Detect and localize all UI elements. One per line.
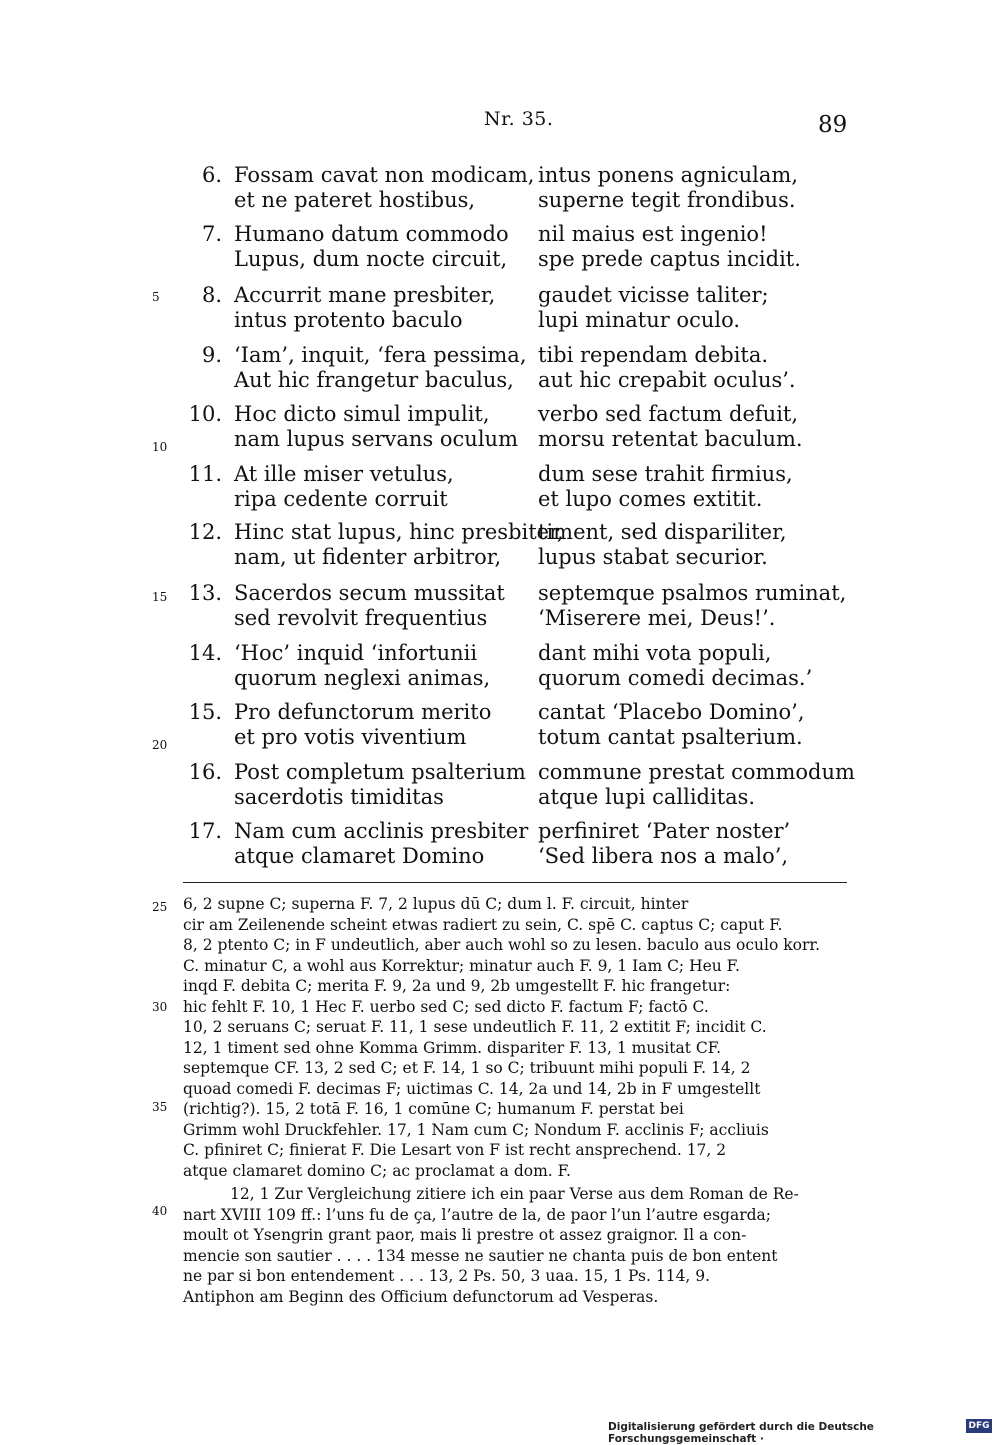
- line-number: 20: [152, 738, 168, 752]
- footnote-line-number: 35: [152, 1100, 168, 1114]
- stanza-number: 16.: [188, 760, 222, 784]
- apparatus-line: inqd F. debita C; merita F. 9, 2a und 9, 2b umgestellt F. hic frangetur:: [183, 977, 731, 995]
- apparatus-line: quoad comedi F. decimas F; uictimas C. 14, 2a und 14, 2b in F umgestellt: [183, 1079, 761, 1098]
- verse-left: ripa cedente corruit: [234, 487, 448, 511]
- verse-left: Fossam cavat non modicam,: [234, 163, 535, 187]
- verse-right: septemque psalmos ruminat,: [538, 581, 847, 605]
- verse-left: At ille miser vetulus,: [234, 462, 454, 486]
- dfg-logo-icon: DFG: [966, 1419, 992, 1433]
- verse-right: ‘Miserere mei, Deus!’.: [538, 606, 776, 630]
- line-number: 10: [152, 440, 168, 454]
- running-header: Nr. 35.: [484, 108, 554, 130]
- apparatus-line: 6, 2 supne C; superna F. 7, 2 lupus dū C; dum l. F. circuit, hinter: [183, 895, 689, 913]
- apparatus-line: (richtig?). 15, 2 totā F. 16, 1 comūne C; humanum F. perstat bei: [183, 1100, 684, 1118]
- verse-left: intus protento baculo: [234, 308, 463, 332]
- verse-left: Lupus, dum nocte circuit,: [234, 247, 508, 271]
- apparatus-line: cir am Zeilenende scheint etwas radiert zu sein, C. spē C. captus C; caput F.: [183, 915, 783, 934]
- verse-right: totum cantat psalterium.: [538, 725, 803, 749]
- stanza-number: 10.: [188, 402, 222, 426]
- verse-right: perfiniret ‘Pater noster’: [538, 819, 791, 843]
- apparatus-line: 10, 2 seruans C; seruat F. 11, 1 sese undeutlich F. 11, 2 extitit F; incidit C.: [183, 1018, 767, 1036]
- verse-left: sacerdotis timiditas: [234, 785, 444, 809]
- page-number: 89: [818, 112, 848, 138]
- verse-left: Humano datum commodo: [234, 222, 509, 246]
- verse-right: nil maius est ingenio!: [538, 222, 768, 246]
- verse-right: dant mihi vota populi,: [538, 641, 772, 665]
- stanza-number: 11.: [188, 462, 222, 486]
- stanza-number: 7.: [201, 222, 222, 246]
- verse-right: timent, sed dispariliter,: [538, 520, 787, 544]
- apparatus-line: septemque CF. 13, 2 sed C; et F. 14, 1 so C; tribuunt mihi populi F. 14, 2: [183, 1059, 751, 1077]
- note-line: moult ot Ysengrin grant paor, mais li prestre ot assez graignor. Il a con-: [183, 1226, 747, 1244]
- verse-right: atque lupi calliditas.: [538, 785, 756, 809]
- footnote-line-number: 25: [152, 900, 168, 914]
- verse-right: intus ponens agniculam,: [538, 163, 798, 187]
- verse-left: nam lupus servans oculum: [234, 427, 518, 451]
- stanza-number: 15.: [188, 700, 222, 724]
- verse-left: Hinc stat lupus, hinc presbiter,: [234, 520, 564, 544]
- apparatus-line: atque clamaret domino C; ac proclamat a dom. F.: [183, 1161, 571, 1180]
- verse-right: superne tegit frondibus.: [538, 188, 796, 212]
- stanza-number: 8.: [201, 283, 222, 307]
- verse-right: cantat ‘Placebo Domino’,: [538, 700, 805, 724]
- verse-right: tibi rependam debita.: [538, 343, 769, 367]
- verse-right: aut hic crepabit oculus’.: [538, 368, 796, 392]
- verse-right: dum sese trahit firmius,: [538, 462, 793, 486]
- verse-left: et pro votis viventium: [234, 725, 467, 749]
- line-number: 5: [152, 290, 160, 304]
- stanza-number: 6.: [201, 163, 222, 187]
- verse-right: et lupo comes extitit.: [538, 487, 763, 511]
- verse-right: gaudet vicisse taliter;: [538, 283, 769, 307]
- verse-left: Nam cum acclinis presbiter: [234, 819, 529, 843]
- note-line: ne par si bon entendement . . . 13, 2 Ps. 50, 3 uaa. 15, 1 Ps. 114, 9.: [183, 1267, 711, 1285]
- digitization-credit: Digitalisierung gefördert durch die Deutsche Forschungsgemeinschaft ·: [608, 1421, 874, 1445]
- apparatus-line: C. minatur C, a wohl aus Korrektur; minatur auch F. 9, 1 Iam C; Heu F.: [183, 956, 740, 975]
- stanza-number: 14.: [188, 641, 222, 665]
- verse-left: Sacerdos secum mussitat: [234, 581, 505, 605]
- footnote-line-number: 40: [152, 1204, 168, 1218]
- verse-left: ‘Iam’, inquit, ‘fera pessima,: [234, 343, 527, 367]
- verse-right: lupus stabat securior.: [538, 545, 768, 569]
- apparatus-line: 8, 2 ptento C; in F undeutlich, aber auch wohl so zu lesen. baculo aus oculo korr.: [183, 936, 821, 954]
- line-number: 15: [152, 590, 168, 604]
- verse-left: Post completum psalterium: [234, 760, 526, 784]
- verse-left: sed revolvit frequentius: [234, 606, 488, 630]
- verse-right: morsu retentat baculum.: [538, 427, 803, 451]
- footnote-divider: [183, 882, 847, 883]
- apparatus-line: 12, 1 timent sed ohne Komma Grimm. dispariter F. 13, 1 musitat CF.: [183, 1038, 721, 1057]
- verse-left: Hoc dicto simul impulit,: [234, 402, 490, 426]
- verse-right: ‘Sed libera nos a malo’,: [538, 844, 789, 868]
- stanza-number: 12.: [188, 520, 222, 544]
- verse-left: Accurrit mane presbiter,: [234, 283, 496, 307]
- verse-left: ‘Hoc’ inquid ‘infortunii: [234, 641, 478, 665]
- note-line: 12, 1 Zur Vergleichung zitiere ich ein paar Verse aus dem Roman de Re-: [230, 1185, 799, 1203]
- verse-left: nam, ut fidenter arbitror,: [234, 545, 502, 569]
- verse-left: Pro defunctorum merito: [234, 700, 492, 724]
- footnote-line-number: 30: [152, 1000, 168, 1014]
- stanza-number: 17.: [188, 819, 222, 843]
- stanza-number: 9.: [201, 343, 222, 367]
- note-line: mencie son sautier . . . . 134 messe ne sautier ne chanta puis de bon entent: [183, 1246, 778, 1265]
- apparatus-line: C. pfiniret C; finierat F. Die Lesart von F ist recht ansprechend. 17, 2: [183, 1141, 727, 1159]
- verse-right: quorum comedi decimas.’: [538, 666, 813, 690]
- apparatus-line: hic fehlt F. 10, 1 Hec F. uerbo sed C; sed dicto F. factum F; factō C.: [183, 997, 709, 1016]
- verse-left: quorum neglexi animas,: [234, 666, 491, 690]
- verse-right: verbo sed factum defuit,: [538, 402, 799, 426]
- verse-left: Aut hic frangetur baculus,: [234, 368, 514, 392]
- verse-right: commune prestat commodum: [538, 760, 855, 784]
- verse-left: et ne pateret hostibus,: [234, 188, 476, 212]
- stanza-number: 13.: [188, 581, 222, 605]
- note-line: nart XVIII 109 ff.: l’uns fu de ça, l’autre de la, de paor l’un l’autre esgarda;: [183, 1205, 772, 1224]
- note-line: Antiphon am Beginn des Officium defunctorum ad Vesperas.: [183, 1287, 659, 1306]
- verse-right: spe prede captus incidit.: [538, 247, 801, 271]
- apparatus-line: Grimm wohl Druckfehler. 17, 1 Nam cum C; Nondum F. acclinis F; accliuis: [183, 1120, 769, 1139]
- verse-left: atque clamaret Domino: [234, 844, 485, 868]
- verse-right: lupi minatur oculo.: [538, 308, 741, 332]
